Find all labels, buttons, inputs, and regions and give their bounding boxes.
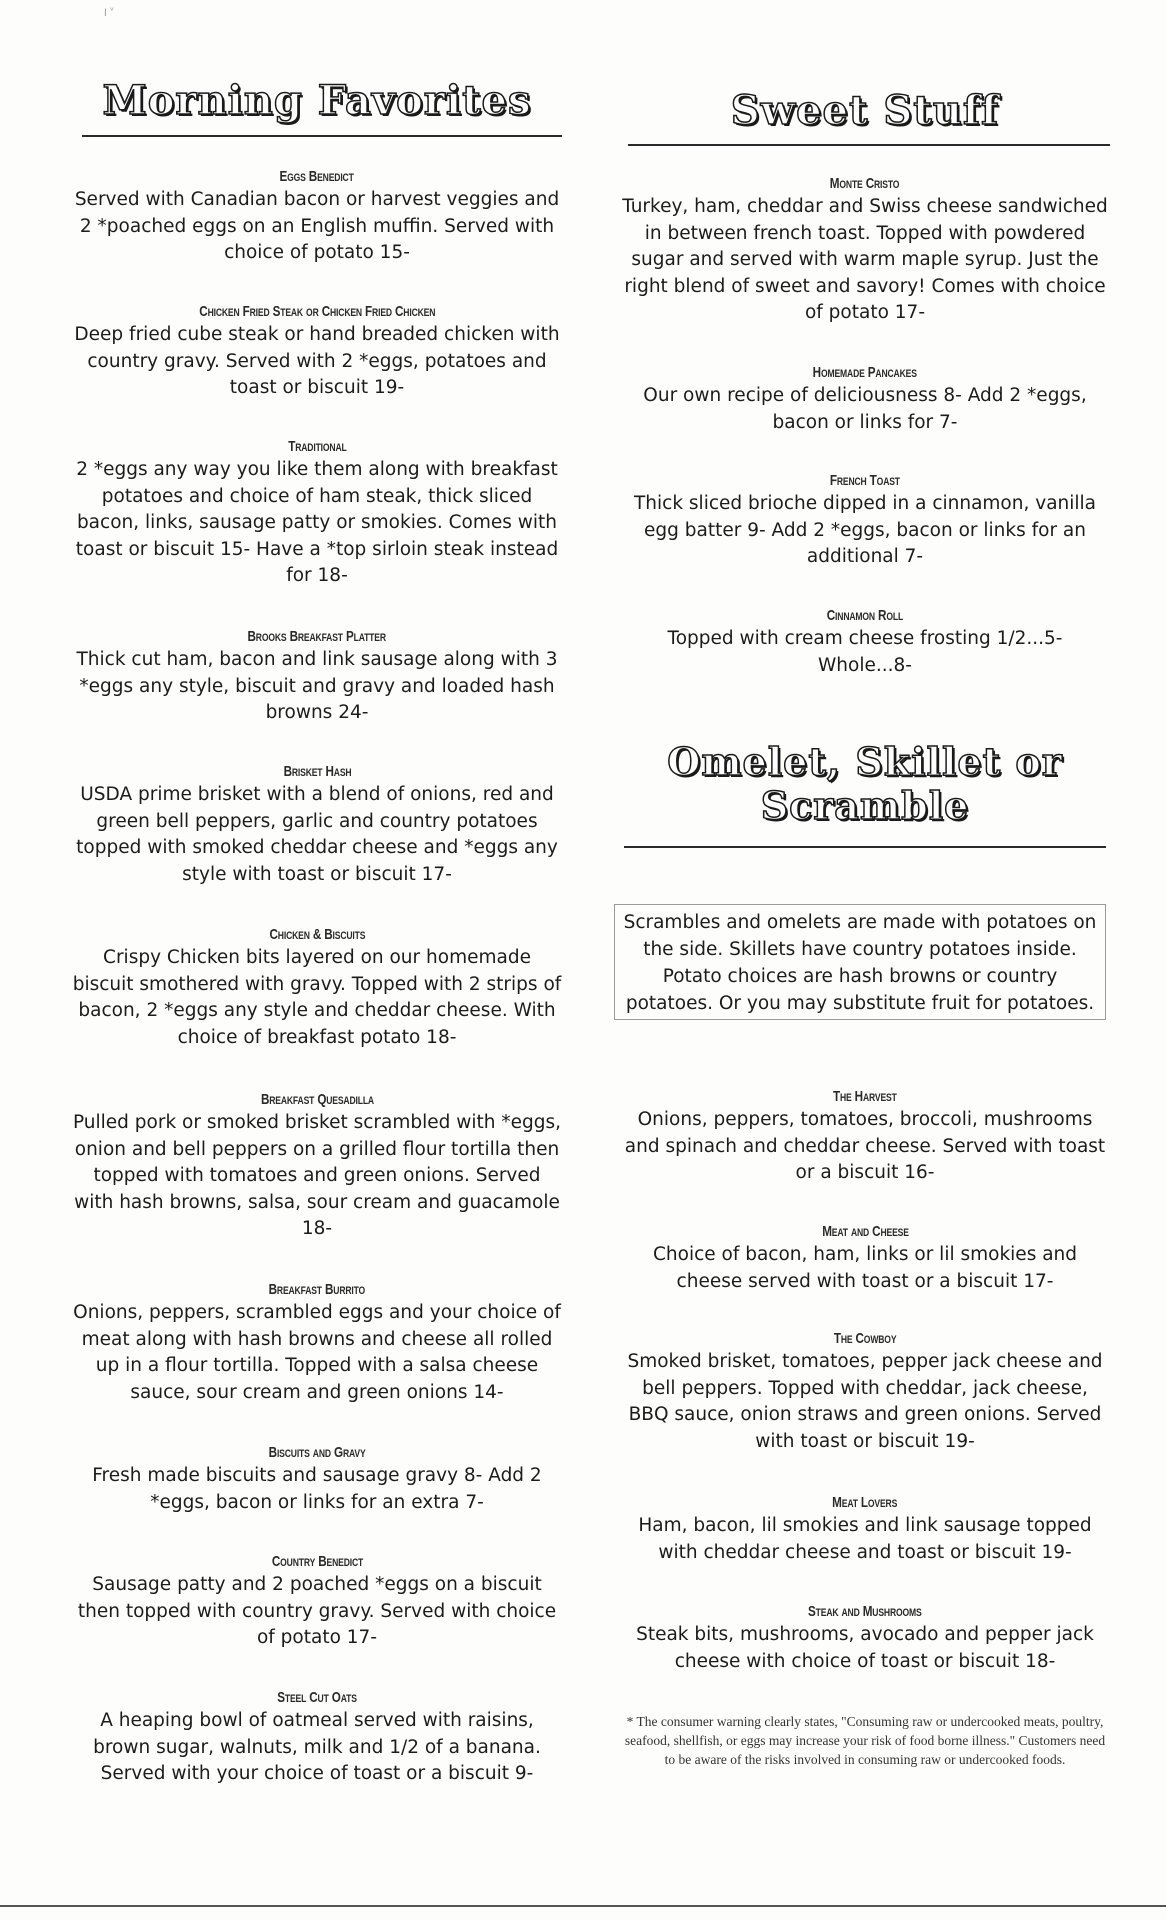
item-name: The Cowboy xyxy=(833,1330,897,1347)
item-description: Steak bits, mushrooms, avocado and pepper jack cheese with choice of toast or biscuit 18- xyxy=(636,1624,1094,1672)
item-name: Traditional xyxy=(287,438,347,455)
item-description: Ham, bacon, lil smokies and link sausage topped with cheddar cheese and toast or biscuit 19- xyxy=(638,1515,1092,1563)
menu-item xyxy=(72,1687,562,1788)
omelet-title xyxy=(620,740,1110,827)
menu-item xyxy=(620,1328,1110,1455)
item-name: Brisket Hash xyxy=(283,763,351,780)
item-name: Chicken & Biscuits xyxy=(269,926,365,943)
item-name: Meat and Cheese xyxy=(821,1223,909,1240)
page-bottom-rule xyxy=(0,1905,1166,1907)
item-name: French Toast xyxy=(829,472,901,489)
item-description: Pulled pork or smoked brisket scrambled with *eggs, onion and bell peppers on a grilled flour tortilla then topped with tomatoes and green onions. Served with hash browns, salsa, sour cream and guacamole 18- xyxy=(72,1112,562,1239)
consumer-warning: * The consumer warning clearly states, "Consuming raw or undercooked meats, poultry, seafood, shellfish, or eggs may increase your risk of food borne illness." Customers need to be aware of the risks involved in consuming raw or undercooked foods. xyxy=(624,1714,1106,1767)
morning-favorites-title: Morning Favorites xyxy=(102,77,532,124)
item-description: Fresh made biscuits and sausage gravy 8- Add 2 *eggs, bacon or links for an extra 7- xyxy=(92,1465,542,1513)
menu-item xyxy=(620,605,1110,679)
item-name: Country Benedict xyxy=(271,1553,363,1570)
menu-item xyxy=(620,1492,1110,1566)
item-description: A heaping bowl of oatmeal served with raisins, brown sugar, walnuts, milk and 1/2 of a banana. Served with your choice of toast or a biscuit 9- xyxy=(93,1710,541,1784)
morning-favorites-rule xyxy=(82,135,562,137)
item-name: Brooks Breakfast Platter xyxy=(247,628,387,645)
menu-item xyxy=(72,626,562,727)
menu-item xyxy=(620,470,1110,571)
item-name: Eggs Benedict xyxy=(279,168,355,185)
item-name: The Harvest xyxy=(833,1088,897,1105)
omelet-title-line2: Scramble xyxy=(760,782,970,828)
item-description: Smoked brisket, tomatoes, pepper jack cheese and bell peppers. Topped with cheddar, jack cheese, BBQ sauce, onion straws and green onions. Served with toast or biscuit 19- xyxy=(627,1351,1103,1452)
menu-item xyxy=(72,761,562,888)
item-name: Steel Cut Oats xyxy=(277,1689,357,1706)
scan-mark: ꞁ ᵛ xyxy=(104,6,115,17)
item-name: Monte Cristo xyxy=(830,175,900,192)
menu-item xyxy=(620,1086,1110,1187)
menu-item xyxy=(620,173,1110,327)
menu-item xyxy=(620,1221,1110,1295)
menu-item xyxy=(72,1279,562,1406)
item-description: 2 *eggs any way you like them along with breakfast potatoes and choice of ham steak, thick sliced bacon, links, sausage patty or smokies. Comes with toast or biscuit 15- Have a *top sirloin steak instead for 18- xyxy=(75,459,559,586)
item-name: Cinnamon Roll xyxy=(826,607,904,624)
menu-item xyxy=(72,1442,562,1516)
menu-item xyxy=(620,1601,1110,1675)
menu-item xyxy=(72,166,562,267)
item-description: Crispy Chicken bits layered on our homemade biscuit smothered with gravy. Topped with 2 strips of bacon, 2 *eggs any style and cheddar cheese. With choice of breakfast potato 18- xyxy=(72,947,562,1048)
item-description: Topped with cream cheese frosting 1/2...5- Whole...8- xyxy=(667,628,1063,676)
item-name: Biscuits and Gravy xyxy=(268,1444,366,1461)
item-name: Chicken Fried Steak or Chicken Fried Chicken xyxy=(198,303,435,320)
item-name: Breakfast Burrito xyxy=(268,1281,366,1298)
item-description: Our own recipe of deliciousness 8- Add 2 *eggs, bacon or links for 7- xyxy=(643,385,1087,433)
potato-note-box: Scrambles and omelets are made with potatoes on the side. Skillets have country potatoes inside. Potato choices are hash browns or country potatoes. Or you may substitute fruit for potatoes. xyxy=(614,904,1106,1020)
omelet-title-line1: Omelet, Skillet or xyxy=(667,739,1063,784)
menu-item xyxy=(72,1551,562,1652)
item-name: Breakfast Quesadilla xyxy=(260,1091,374,1108)
item-description: Choice of bacon, ham, links or lil smokies and cheese served with toast or a biscuit 17- xyxy=(652,1244,1078,1292)
item-description: USDA prime brisket with a blend of onions, red and green bell peppers, garlic and country potatoes topped with smoked cheddar cheese and *eggs any style with toast or biscuit 17- xyxy=(76,784,558,885)
menu-item xyxy=(72,924,562,1051)
item-name: Homemade Pancakes xyxy=(812,364,918,381)
item-description: Deep fried cube steak or hand breaded chicken with country gravy. Served with 2 *eggs, potatoes and toast or biscuit 19- xyxy=(74,324,560,398)
item-name: Meat Lovers xyxy=(832,1494,898,1511)
menu-item xyxy=(72,301,562,402)
sweet-stuff-title: Sweet Stuff xyxy=(730,87,1000,134)
item-name: Steak and Mushrooms xyxy=(808,1603,922,1620)
item-description: Sausage patty and 2 poached *eggs on a biscuit then topped with country gravy. Served with choice of potato 17- xyxy=(77,1574,557,1648)
menu-item xyxy=(620,362,1110,436)
item-description: Served with Canadian bacon or harvest veggies and 2 *poached eggs on an English muffin. Served with choice of potato 15- xyxy=(74,189,560,263)
omelet-rule xyxy=(624,846,1106,848)
sweet-stuff-rule xyxy=(628,144,1110,146)
item-description: Thick sliced brioche dipped in a cinnamon, vanilla egg batter 9- Add 2 *eggs, bacon or links for an additional 7- xyxy=(633,493,1097,567)
menu-item xyxy=(72,436,562,590)
item-description: Onions, peppers, tomatoes, broccoli, mushrooms and spinach and cheddar cheese. Served with toast or a biscuit 16- xyxy=(624,1109,1106,1183)
item-description: Onions, peppers, scrambled eggs and your choice of meat along with hash browns and cheese all rolled up in a flour tortilla. Topped with a salsa cheese sauce, sour cream and green onions 14- xyxy=(73,1302,561,1403)
item-description: Turkey, ham, cheddar and Swiss cheese sandwiched in between french toast. Topped with powdered sugar and served with warm maple syrup. Just the right blend of sweet and savory! Comes with choice of potato 17- xyxy=(622,196,1108,323)
item-description: Thick cut ham, bacon and link sausage along with 3 *eggs any style, biscuit and gravy and loaded hash browns 24- xyxy=(76,649,558,723)
menu-item xyxy=(72,1089,562,1243)
